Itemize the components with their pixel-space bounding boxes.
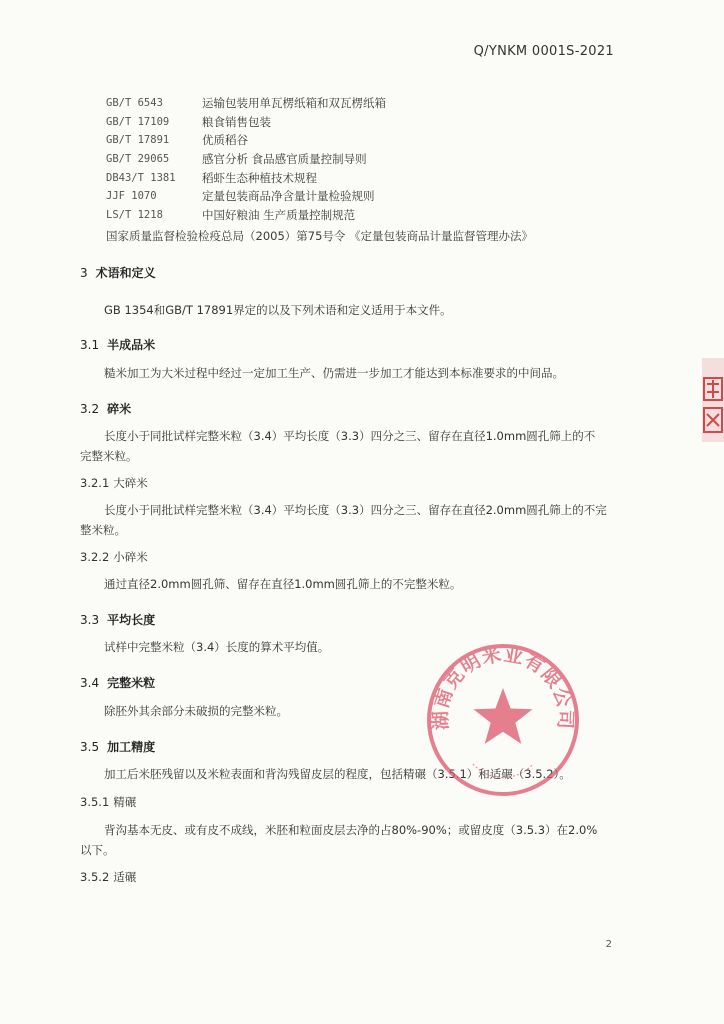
seal-serial-arc [473,764,533,778]
reference-row [106,94,626,113]
term-number: 3.5 [80,740,100,754]
subterm-heading [80,549,148,565]
term-heading [80,611,155,628]
reference-row [106,113,626,132]
term-definition-line-1: 长度小于同批试样完整米粒（3.4）平均长度（3.3）四分之三、留存在直径1.0mm圆孔筛上的不 [104,429,596,443]
term-definition-line-2: 完整米粒。 [80,449,138,463]
term-heading [80,674,155,691]
reference-title: 定量包装商品净含量计量检验规则 [202,189,375,204]
term-title: 平均长度 [107,613,156,627]
term-definition: 加工后米胚残留以及米粒表面和背沟残留皮层的程度，包括精碾（3.5.1）和适碾（3.5.2）。 [104,767,571,781]
term-number: 3.2 [80,402,100,416]
edge-stamp-fragment [702,358,724,442]
subterm-title: 适碾 [113,870,137,884]
term-definition: 糙米加工为大米过程中经过一定加工生产、仍需进一步加工才能达到本标准要求的中间品。 [104,366,564,380]
reference-row [106,168,626,187]
reference-title: 运输包装用单瓦楞纸箱和双瓦楞纸箱 [202,96,386,111]
reference-title: 感官分析 食品感官质量控制导则 [202,152,367,167]
company-seal [423,640,583,800]
subterm-definition-line-1: 背沟基本无皮、或有皮不成线，米胚和粒面皮层去净的占80%-90%；或留皮度（3.5.3）在2.0% [104,823,598,837]
subterm-definition-line-1: 长度小于同批试样完整米粒（3.4）平均长度（3.3）四分之三、留存在直径2.0mm圆孔筛上的不完 [104,503,607,517]
term-definition: 试样中完整米粒（3.4）长度的算术平均值。 [104,640,330,654]
term-heading [80,738,155,755]
subterm-number: 3.2.2 [80,550,110,564]
subterm-definition: 通过直径2.0mm圆孔筛、留存在直径1.0mm圆孔筛上的不完整米粒。 [104,577,462,591]
reference-title: 中国好粮油 生产质量控制规范 [202,207,356,222]
reference-code: LS/T 1218 [106,208,163,221]
reference-row [106,131,626,150]
reference-title: 稻虾生态种植技术规程 [202,170,317,185]
term-heading [80,336,155,353]
reference-title: 粮食销售包装 [202,114,271,129]
reference-code: GB/T 6543 [106,97,163,110]
section-number: 3 [80,266,88,280]
subterm-title: 大碎米 [113,476,148,490]
document-code: Q/YNKM 0001S-2021 [473,44,614,59]
seal-text: 湖南克明米业有限公司 [429,643,577,731]
term-title: 完整米粒 [107,676,156,690]
subterm-definition-line-2: 整米粒。 [80,523,126,537]
subterm-number: 3.5.2 [80,870,110,884]
term-definition: 除胚外其余部分未破损的完整米粒。 [104,704,288,718]
reference-extra: 国家质量监督检验检疫总局（2005）第75号令 《定量包装商品计量监督管理办法》 [106,229,534,243]
seal-star-icon [474,688,533,744]
subterm-heading [80,794,136,810]
subterm-number: 3.2.1 [80,476,110,490]
reference-row [106,150,626,169]
reference-code: GB/T 29065 [106,153,170,166]
subterm-number: 3.5.1 [80,795,110,809]
term-number: 3.4 [80,676,100,690]
term-title: 半成品米 [107,338,156,352]
subterm-title: 精碾 [113,795,137,809]
subterm-definition-line-2: 以下。 [80,843,115,857]
term-number: 3.3 [80,613,100,627]
reference-row [106,206,626,225]
term-heading [80,400,131,417]
reference-code: GB/T 17891 [106,134,170,147]
term-number: 3.1 [80,338,100,352]
reference-title: 优质稻谷 [202,133,248,148]
reference-list [106,94,626,224]
reference-row [106,187,626,206]
subterm-title: 小碎米 [113,550,148,564]
section-intro: GB 1354和GB/T 17891界定的以及下列术语和定义适用于本文件。 [104,303,452,317]
subterm-heading [80,869,136,885]
section-heading [80,264,156,281]
subterm-heading [80,475,148,491]
reference-code: DB43/T 1381 [106,171,176,184]
term-title: 碎米 [107,402,132,416]
reference-code: JJF 1070 [106,190,157,203]
page-number: 2 [605,939,612,950]
term-title: 加工精度 [107,740,156,754]
reference-code: GB/T 17109 [106,115,170,128]
section-title: 术语和定义 [95,266,156,280]
